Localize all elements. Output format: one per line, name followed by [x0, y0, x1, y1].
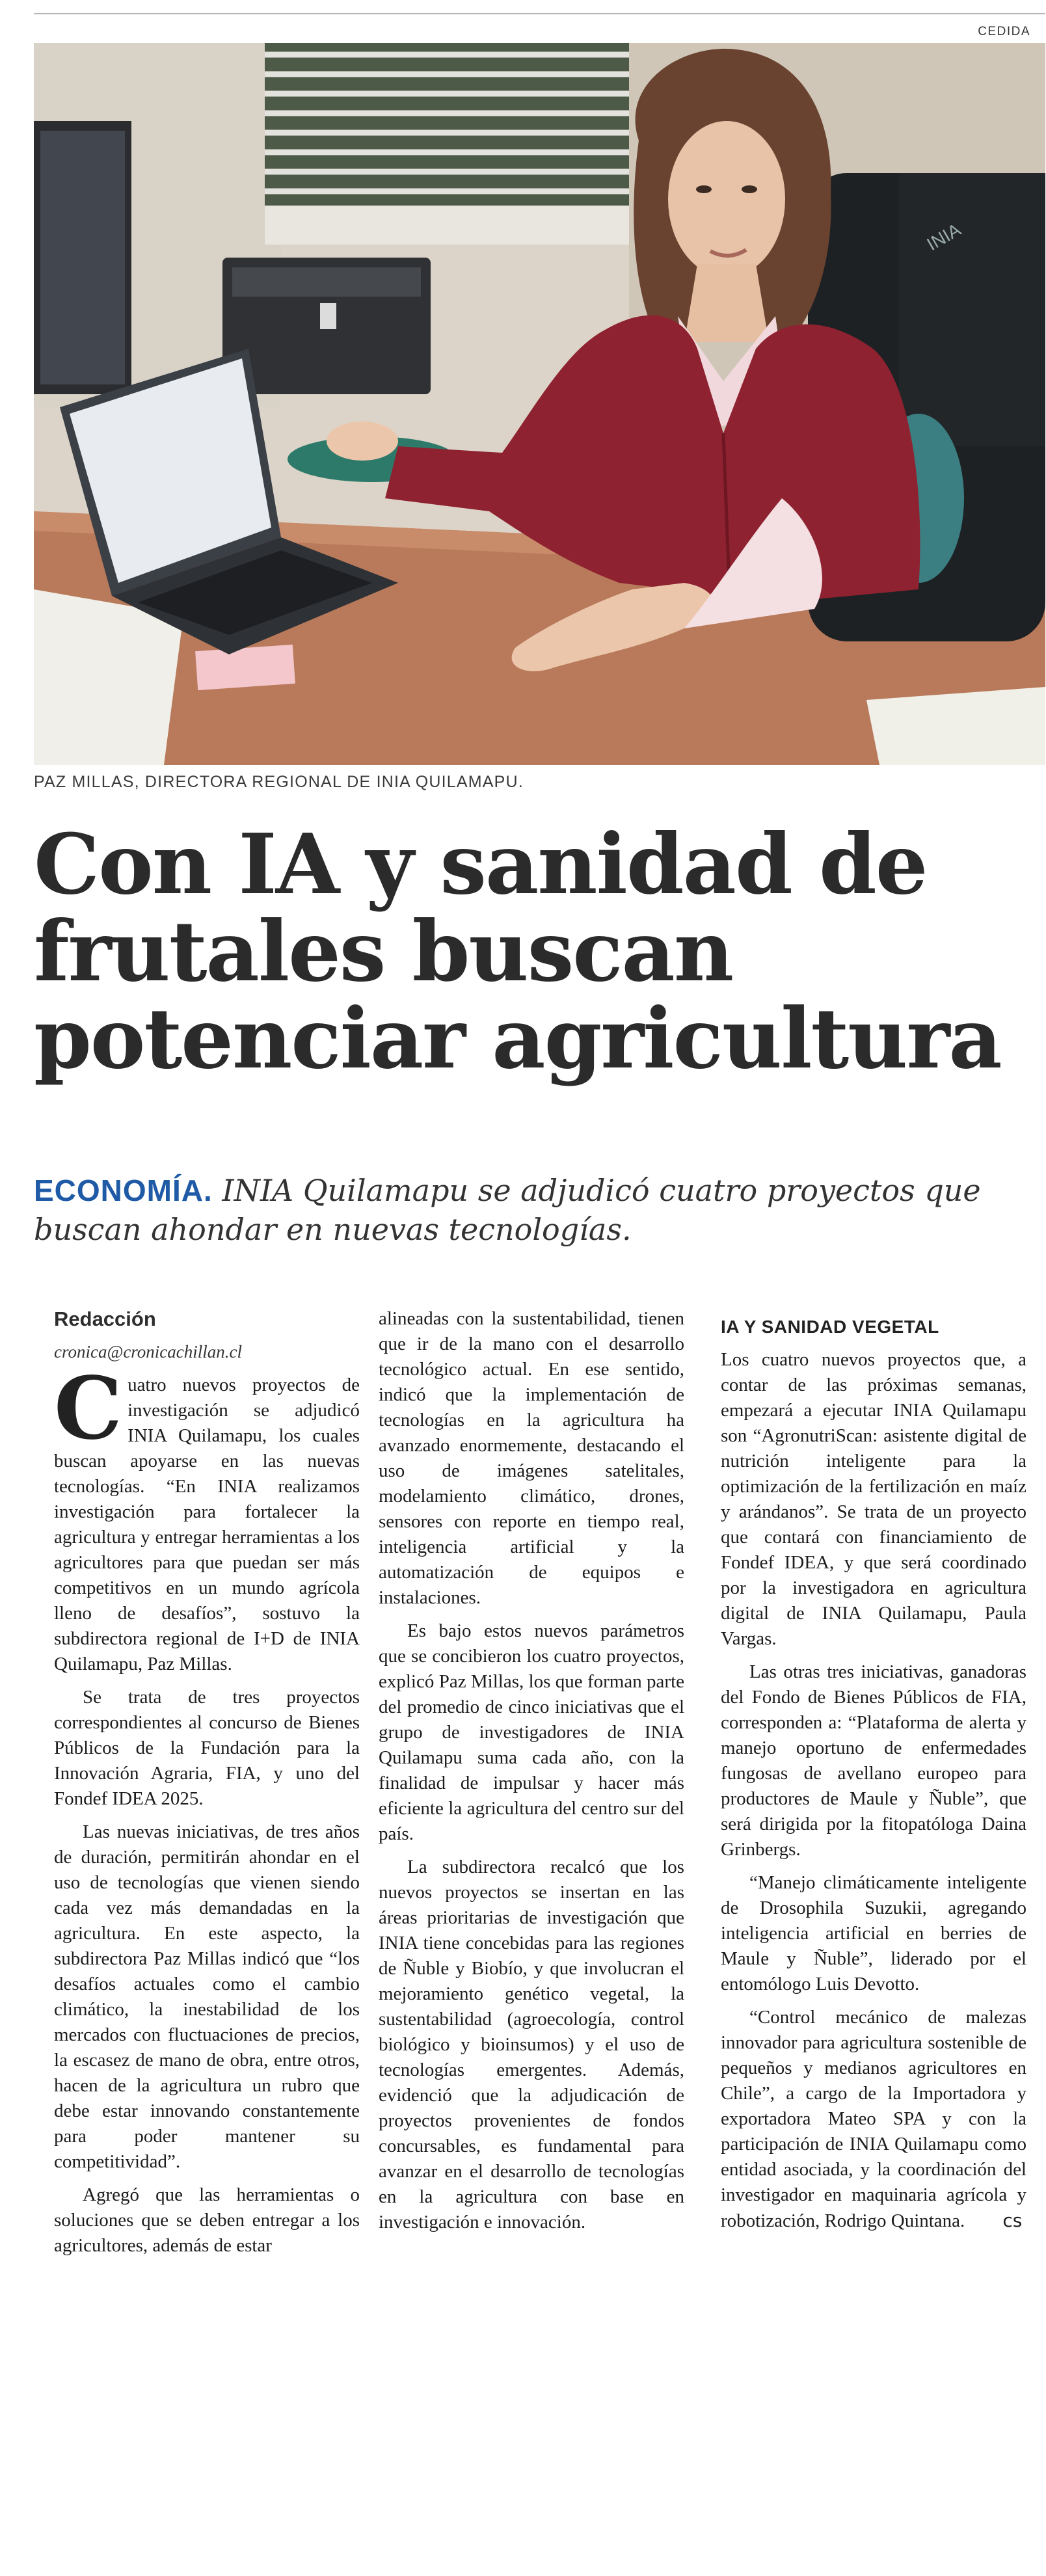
deck-text: INIA Quilamapu se adjudicó cuatro proyectos que buscan ahondar en nuevas tecnologías. [34, 1173, 981, 1247]
paragraph: Es bajo estos nuevos parámetros que se concibieron los cuatro proyectos, explicó Paz Millas, los que forman parte del promedio de cinco iniciativas que el grupo de investigadores de INIA Quilamapu suma cada año, con la finalidad de impulsar y hacer más eficiente la agricultura del centro sur del país. [379, 1620, 684, 1844]
byline-author: Redacción [54, 1308, 156, 1330]
paragraph: La subdirectora recalcó que los nuevos proyectos se insertan en las áreas prioritarias de investigación que INIA tiene concebidas para las regiones de Ñuble y Biobío, y que involucran el mejoramiento genético vegetal, la sustentabilidad (agroecología, control biológico y bioinsumos) y el uso de tecnologías emergentes. Además, evidenció que la adjudicación de proyectos provenientes de fondos concursables, es fundamental para avanzar en el desarrollo de tecnologías en la agricultura con base en investigación e innovación. [379, 1857, 684, 2233]
paragraph: Agregó que las herramientas o soluciones que se deben entregar a los agricultores, además de estar [54, 2184, 360, 2256]
headline [34, 816, 1042, 1087]
section-label: ECONOMÍA. [34, 1174, 213, 1207]
subhead: IA Y SANIDAD VEGETAL [721, 1317, 939, 1337]
paragraph-text: “Control mecánico de malezas innovador para agricultura sostenible de pequeños y medianos agricultores en Chile”, a cargo de la Importadora y exportadora Mateo SPA y con la participación de INIA Quilamapu como entidad asociada, y la coordinación del investigador en maquinaria agrícola y robotización, Rodrigo Quintana. [721, 2007, 1026, 2231]
headline-line-1: Con IA y sanidad de [34, 816, 927, 913]
photo-credit: CEDIDA [978, 25, 1030, 38]
byline-email: cronica@cronicachillan.cl [54, 1342, 243, 1362]
paragraph-text: uatro nuevos proyectos de investigación se adjudicó INIA Quilamapu, los cuales buscan apoyarse en las nuevas tecnologías. “En INIA realizamos investigación para fortalecer la agricultura y entregar herramientas a los agricultores para que puedan ser más competitivos en un mundo agrícola lleno de desafíos”, sostuvo la subdirectora regional de I+D de INIA Quilamapu, Paz Millas. [54, 1375, 360, 1674]
paragraph [721, 2005, 1026, 2234]
top-rule [34, 13, 1045, 14]
svg-text:INIA: INIA [923, 219, 965, 255]
end-mark: cs [1002, 2210, 1023, 2231]
paragraph: alineadas con la sustentabilidad, tienen que ir de la mano con el desarrollo tecnológico actual. En ese sentido, indicó que la implementación de tecnologías en la agricultura ha avanzado enormemente, destacando el uso de imágenes satelitales, modelamiento climático, drones, sensores con reporte en tiempo real, inteligencia artificial y la automatización de equipos e instalaciones. [379, 1308, 684, 1608]
headline-line-2: frutales buscan [34, 903, 733, 1000]
paragraph: Las nuevas iniciativas, de tres años de duración, permitirán ahondar en el uso de tecnologías que vienen siendo cada vez más demandadas en la agricultura. En este aspecto, la subdirectora Paz Millas indicó que “los desafíos actuales como el cambio climático, la inestabilidad de los mercados con fluctuaciones de precios, la escasez de mano de obra, entre otros, hacen de la agricultura un rubro que debe estar innovando constantemente para poder mantener su competitividad”. [54, 1821, 360, 2172]
column-3 [721, 1314, 1026, 2242]
photo-caption: PAZ MILLAS, DIRECTORA REGIONAL DE INIA QUILAMAPU. [34, 773, 524, 791]
column-2 [379, 1306, 684, 2243]
paragraph: “Manejo climáticamente inteligente de Drosophila Suzukii, agregando inteligencia artificial en berries de Maule y Ñuble”, liderado por el entomólogo Luis Devotto. [721, 1872, 1026, 1994]
paragraph: Los cuatro nuevos proyectos que, a contar de las próximas semanas, empezará a ejecutar INIA Quilamapu son “AgronutriScan: asistente digital de nutrición inteligente para la optimización de la fertilización en maíz y arándanos”. Se trata de un proyecto que contará con financiamiento de Fondef IDEA, y que será coordinado por la investigadora en agricultura digital de INIA Quilamapu, Paula Vargas. [721, 1349, 1026, 1649]
drop-cap: C [54, 1358, 123, 1459]
paragraph: Las otras tres iniciativas, ganadoras del Fondo de Bienes Públicos de FIA, corresponden a: “Plataforma de alerta y manejo oportuno de enfermedades fungosas de avellano europeo para productores de Maule y Ñuble”, que será dirigida por la fitopatóloga Daina Grinbergs. [721, 1661, 1026, 1860]
headline-line-3: potenciar agricultura [34, 990, 1001, 1087]
paragraph: Se trata de tres proyectos correspondientes al concurso de Bienes Públicos de la Fundación para la Innovación Agraria, FIA, y uno del Fondef IDEA 2025. [54, 1687, 360, 1809]
paragraph [54, 1358, 360, 1677]
column-1 [54, 1306, 360, 2266]
deck [34, 1171, 1036, 1249]
article-photo [34, 43, 1045, 765]
